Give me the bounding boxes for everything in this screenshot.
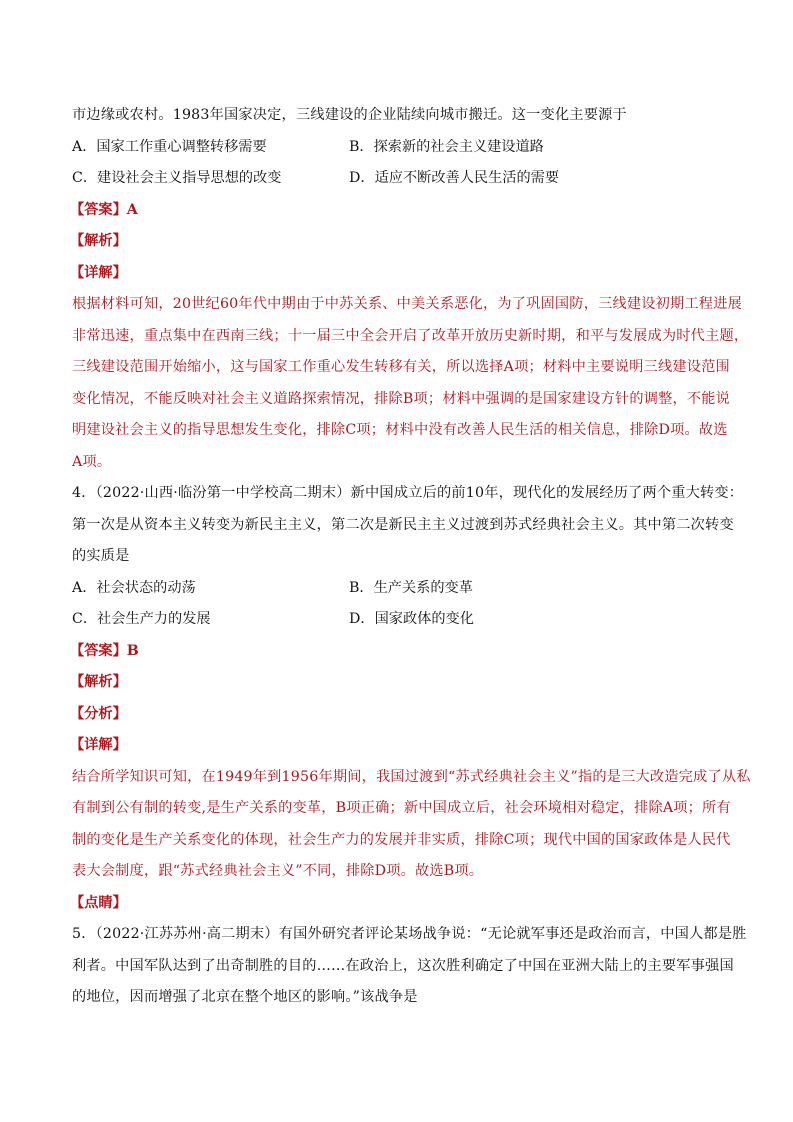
q3-analysis-label: 【解析】 bbox=[70, 233, 127, 249]
q4-answer-label: 【答案】 bbox=[70, 642, 127, 659]
q4-stem-line: 的实质是 bbox=[72, 548, 130, 564]
q4-explanation-line: 制的变化是生产关系变化的体现，社会生产力的发展并非实质，排除C项；现代中国的国家政体是人民代 bbox=[72, 831, 731, 848]
q3-option-a: A．国家工作重心调整转移需要 bbox=[72, 138, 267, 155]
q4-explanation-line: 结合所学知识可知，在1949年到1956年期间，我国过渡到“苏式经典社会主义”指的是三大改造完成了从私 bbox=[72, 768, 751, 785]
q3-explanation-line: 明建设社会主义的指导思想发生变化，排除C项；材料中没有改善人民生活的相关信息，排除D项。故选 bbox=[72, 422, 728, 438]
q3-stem-tail: 市边缘或农村。1983年国家决定，三线建设的企业陆续向城市搬迁。这一变化主要源于 bbox=[72, 107, 627, 123]
q3-option-b: B．探索新的社会主义建设道路 bbox=[349, 138, 544, 155]
q5-stem-line: 的地位，因而增强了北京在整个地区的影响。”该战争是 bbox=[72, 989, 418, 1005]
q4-fenxi-label: 【分析】 bbox=[70, 705, 127, 722]
q5-stem-line: 利者。中国军队达到了出奇制胜的目的……在政治上，这次胜利确定了中国在亚洲大陆上的主要军事强国 bbox=[72, 957, 734, 974]
q4-answer-value: B bbox=[126, 642, 139, 659]
q4-option-a: A．社会状态的动荡 bbox=[72, 579, 196, 596]
q3-detail-label: 【详解】 bbox=[70, 264, 127, 281]
q3-explanation-line: 非常迅速，重点集中在西南三线；十一届三中全会开启了改革开放历史新时期，和平与发展成为时代主题， bbox=[72, 327, 749, 344]
q4-stem-line: 4．（2022·山西·临汾第一中学校高二期末）新中国成立后的前10年，现代化的发展经历了两个重大转变： bbox=[72, 485, 744, 501]
q4-dianjing-label: 【点睛】 bbox=[70, 894, 127, 911]
q4-explanation-line: 有制到公有制的转变,是生产关系的变革，B项正确；新中国成立后，社会环境相对稳定，排除A项；所有 bbox=[72, 800, 731, 816]
q4-options-row-1 bbox=[72, 573, 724, 605]
q4-option-d: D．国家政体的变化 bbox=[349, 611, 474, 627]
q4-answer bbox=[70, 636, 724, 668]
q5-stem-line: 5．（2022·江苏苏州·高二期末）有国外研究者评论某场战争说：“无论就军事还是政治而言，中国人都是胜 bbox=[72, 926, 747, 942]
q3-answer-label: 【答案】 bbox=[70, 201, 127, 218]
q4-explanation-line: 表大会制度，跟“苏式经典社会主义”不同，排除D项。故选B项。 bbox=[72, 863, 484, 879]
q3-option-d: D．适应不断改善人民生活的需要 bbox=[349, 170, 560, 186]
q4-option-c: C．社会生产力的发展 bbox=[72, 611, 211, 627]
q3-explanation-line: A项。 bbox=[72, 453, 112, 470]
q4-option-b: B．生产关系的变革 bbox=[349, 579, 473, 596]
q4-analysis-label: 【解析】 bbox=[70, 674, 127, 690]
document-page bbox=[70, 100, 751, 1014]
q3-explanation-line: 根据材料可知，20世纪60年代中期由于中苏关系、中美关系恶化，为了巩固国防，三线建设初期工程进展 bbox=[72, 296, 742, 312]
q3-explanation-line: 三线建设范围开始缩小，这与国家工作重心发生转移有关，所以选择A项；材料中主要说明三线建设范围 bbox=[72, 359, 730, 375]
q3-options-row-1 bbox=[72, 132, 724, 164]
q3-explanation-line: 变化情况，不能反映对社会主义道路探索情况，排除B项；材料中强调的是国家建设方针的调整，不能说 bbox=[72, 390, 731, 407]
q4-stem-line: 第一次是从资本主义转变为新民主主义，第二次是新民主主义过渡到苏式经典社会主义。其中第二次转变 bbox=[72, 516, 734, 533]
q3-option-c: C．建设社会主义指导思想的改变 bbox=[72, 170, 282, 186]
q4-options-row-2 bbox=[72, 604, 724, 636]
q3-options-row-2 bbox=[72, 163, 724, 195]
q3-answer-value: A bbox=[126, 201, 138, 218]
q4-detail-label: 【详解】 bbox=[70, 737, 127, 753]
q3-answer bbox=[70, 195, 724, 227]
